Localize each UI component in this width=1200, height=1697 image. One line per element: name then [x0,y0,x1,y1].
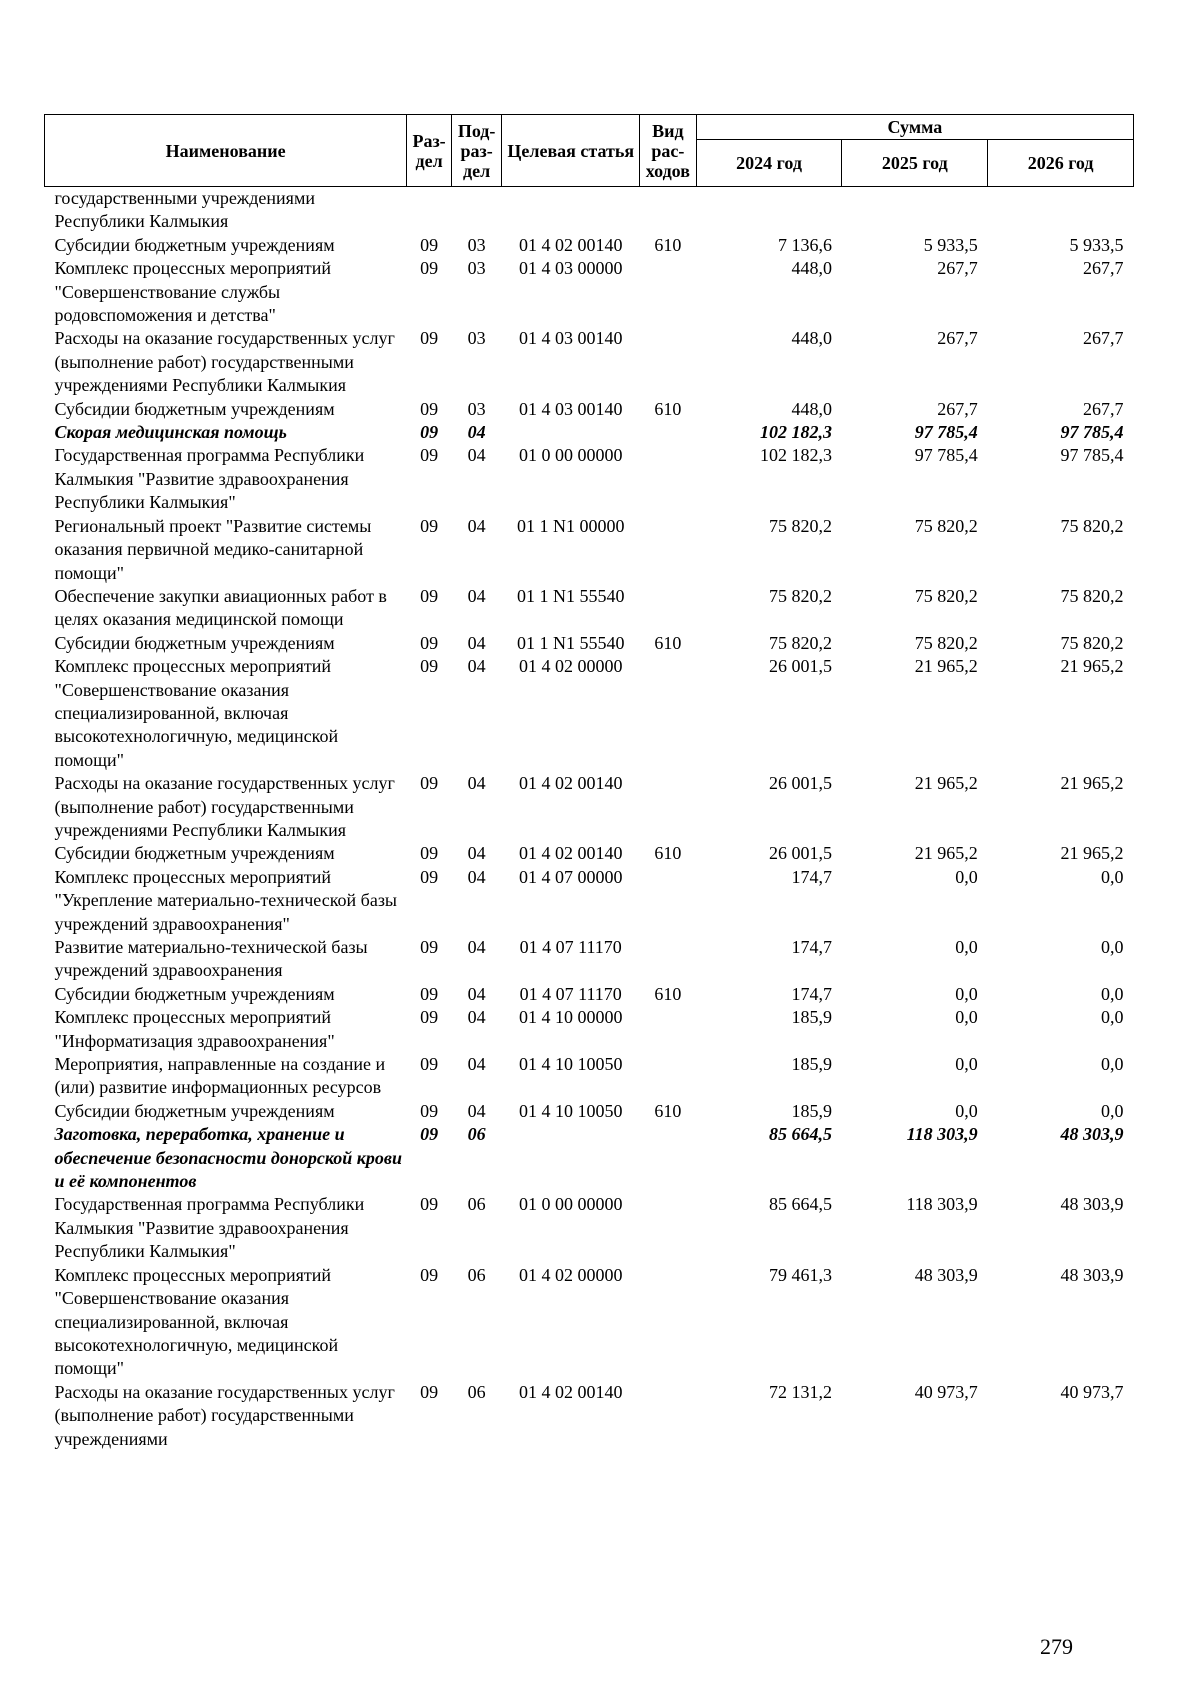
row-podrazdel: 03 [467,234,486,255]
row-razdel: 09 [420,515,439,536]
row-name: государственными учреждениями Республики Калмыкия [54,188,315,232]
row-razdel: 09 [420,585,439,606]
row-amount-2024: 185,9 [791,1007,832,1028]
row-podrazdel: 04 [467,632,486,653]
row-vid: 610 [654,1100,682,1121]
row-celevaya [502,187,640,234]
table-row [45,187,1134,234]
row-celevaya: 01 4 07 00000 [518,866,623,887]
table-row [45,515,1134,585]
row-amount-2026: 75 820,2 [1060,515,1124,536]
row-name: Обеспечение закупки авиационных работ в целях оказания медицинской помощи [54,585,387,630]
row-razdel: 09 [420,773,439,794]
row-name: Региональный проект "Развитие системы оказания первичной медико-санитарной помощи" [54,515,372,583]
row-amount-2024: 174,7 [791,866,832,887]
row-celevaya: 01 4 03 00000 [518,258,623,279]
row-celevaya: 01 1 N1 55540 [516,632,625,653]
page-number: 279 [1040,1634,1073,1659]
row-vid [640,1123,697,1193]
table-row [45,632,1134,655]
row-amount-2026: 0,0 [1101,937,1124,957]
header-razdel: Раз-дел [407,115,452,187]
row-podrazdel: 04 [467,1100,486,1121]
row-razdel: 09 [420,1054,439,1075]
row-name: Государственная программа Республики Калмыкия "Развитие здравоохранения Республики Калмыкия" [54,1194,365,1262]
row-podrazdel: 04 [467,843,486,864]
row-celevaya: 01 4 02 00000 [518,656,623,677]
row-amount-2025: 118 303,9 [906,1194,978,1215]
row-vid [640,866,697,936]
row-razdel: 09 [420,1124,439,1145]
row-amount-2024: 79 461,3 [768,1264,832,1285]
row-amount-2026: 0,0 [1101,1054,1124,1075]
row-amount-2025: 0,0 [955,1054,978,1075]
row-vid: 610 [654,843,682,864]
row-amount-2025: 0,0 [955,1007,978,1028]
row-podrazdel [451,187,502,234]
row-podrazdel: 04 [467,773,486,794]
row-amount-2025: 97 785,4 [914,445,978,466]
table-row [45,234,1134,257]
row-razdel: 09 [420,656,439,677]
row-vid [640,1193,697,1263]
row-razdel: 09 [420,866,439,887]
row-amount-2025: 118 303,9 [906,1124,978,1145]
row-razdel: 09 [420,937,439,957]
row-amount-2024: 448,0 [791,328,832,349]
row-amount-2026: 21 965,2 [1060,773,1124,794]
table-row [45,1193,1134,1263]
row-amount-2025: 0,0 [955,937,978,957]
row-name: Расходы на оказание государственных услуг (выполнение работ) государственными учреждениями [54,1381,395,1449]
row-podrazdel: 06 [467,1381,486,1402]
row-vid [640,257,697,327]
row-amount-2026: 267,7 [1083,258,1124,279]
row-podrazdel: 04 [467,866,486,887]
row-celevaya: 01 4 03 00140 [518,328,623,349]
row-podrazdel: 04 [467,422,486,443]
row-podrazdel: 04 [467,1007,486,1028]
row-razdel: 09 [420,1194,439,1215]
row-vid: 610 [654,983,682,1004]
row-amount-2026: 0,0 [1101,983,1124,1004]
row-amount-2026: 48 303,9 [1060,1264,1124,1285]
row-name: Развитие материально-технической базы учреждений здравоохранения [54,937,368,981]
row-vid [640,772,697,842]
row-podrazdel: 03 [467,398,486,419]
row-amount-2025: 48 303,9 [914,1264,978,1285]
row-amount-2026: 97 785,4 [1060,422,1124,443]
table-body [45,187,1134,1451]
row-amount-2026: 48 303,9 [1060,1194,1124,1215]
header-year-2025: 2025 год [842,140,988,187]
row-celevaya: 01 4 02 00000 [518,1264,623,1285]
header-vid: Вид рас-ходов [640,115,697,187]
row-vid [640,936,697,983]
row-amount-2026: 48 303,9 [1060,1124,1124,1145]
row-vid: 610 [654,398,682,419]
row-razdel: 09 [420,632,439,653]
row-amount-2025: 21 965,2 [914,843,978,864]
row-celevaya: 01 0 00 00000 [518,445,623,466]
row-celevaya: 01 4 07 11170 [519,983,622,1004]
row-celevaya: 01 1 N1 55540 [516,585,625,606]
row-celevaya [502,1123,640,1193]
row-amount-2024: 448,0 [791,258,832,279]
header-name: Наименование [45,115,407,187]
row-amount-2024: 7 136,6 [777,234,832,255]
row-celevaya: 01 1 N1 00000 [516,515,625,536]
row-amount-2024: 174,7 [791,937,832,957]
row-name: Субсидии бюджетным учреждениям [54,234,335,255]
row-amount-2025: 75 820,2 [914,515,978,536]
row-vid [640,1053,697,1100]
row-amount-2025: 0,0 [955,866,978,887]
row-amount-2026: 75 820,2 [1060,632,1124,653]
table-header [45,115,1134,187]
row-name: Скорая медицинская помощь [54,422,287,443]
row-amount-2024: 102 182,3 [759,422,832,443]
row-amount-2025: 5 933,5 [923,234,978,255]
row-amount-2025: 40 973,7 [914,1381,978,1402]
row-podrazdel: 06 [467,1124,486,1145]
row-amount-2025: 97 785,4 [914,422,978,443]
table-row [45,772,1134,842]
header-year-2026: 2026 год [988,140,1134,187]
row-amount-2026: 267,7 [1083,398,1124,419]
table-row [45,866,1134,936]
row-name: Субсидии бюджетным учреждениям [54,1100,335,1121]
row-amount-2026: 5 933,5 [1069,234,1124,255]
row-podrazdel: 06 [467,1194,486,1215]
row-amount-2024: 85 664,5 [768,1124,832,1145]
row-celevaya: 01 4 02 00140 [518,773,623,794]
header-year-2024: 2024 год [696,140,842,187]
row-razdel: 09 [420,983,439,1004]
row-celevaya: 01 4 10 10050 [518,1054,623,1075]
header-summa: Сумма [696,115,1133,140]
row-amount-2026: 40 973,7 [1060,1381,1124,1402]
row-amount-2025: 75 820,2 [914,632,978,653]
row-celevaya: 01 4 10 00000 [518,1007,623,1028]
row-razdel: 09 [420,398,439,419]
row-podrazdel: 03 [467,328,486,349]
row-amount-2024: 26 001,5 [768,773,832,794]
row-name: Государственная программа Республики Калмыкия "Развитие здравоохранения Республики Калмыкия" [54,445,365,513]
row-amount-2026: 0,0 [1101,1100,1124,1121]
row-name: Субсидии бюджетным учреждениям [54,843,335,864]
row-celevaya: 01 4 02 00140 [518,843,623,864]
row-amount-2024: 75 820,2 [768,632,832,653]
row-amount-2025: 75 820,2 [914,585,978,606]
row-celevaya: 01 4 10 10050 [518,1100,623,1121]
row-amount-2026: 21 965,2 [1060,656,1124,677]
row-name: Комплекс процессных мероприятий "Совершенствование оказания специализированной, включая высокотехнологичную, медицинской помощи" [54,1264,339,1379]
row-celevaya: 01 4 03 00140 [518,398,623,419]
row-podrazdel: 04 [467,656,486,677]
row-razdel: 09 [420,1381,439,1402]
row-amount-2024: 72 131,2 [768,1381,832,1402]
row-amount-2024: 102 182,3 [759,445,832,466]
row-amount-2025: 267,7 [937,258,978,279]
row-razdel: 09 [420,422,439,443]
row-razdel: 09 [420,843,439,864]
row-amount-2025: 21 965,2 [914,656,978,677]
row-amount-2024: 174,7 [791,983,832,1004]
row-celevaya [502,421,640,444]
section-row [45,1123,1134,1193]
row-podrazdel: 04 [467,445,486,466]
table-row [45,983,1134,1006]
table-row [45,398,1134,421]
table-row [45,1006,1134,1053]
row-amount-2024: 448,0 [791,398,832,419]
section-row [45,421,1134,444]
table-row [45,936,1134,983]
row-vid [640,187,697,234]
row-name: Комплекс процессных мероприятий "Совершенствование службы родовспоможения и детства" [54,258,332,326]
row-vid [640,1006,697,1053]
row-amount-2025: 21 965,2 [914,773,978,794]
table-row [45,1264,1134,1381]
row-name: Субсидии бюджетным учреждениям [54,983,335,1004]
row-razdel: 09 [420,445,439,466]
row-name: Расходы на оказание государственных услуг (выполнение работ) государственными учреждениями Республики Калмыкия [54,328,395,396]
row-name: Комплекс процессных мероприятий "Укрепление материально-технической базы учреждений здравоохранения" [54,866,398,934]
row-razdel: 09 [420,1100,439,1121]
row-vid [640,327,697,397]
row-amount-2024: 75 820,2 [768,515,832,536]
row-celevaya: 01 0 00 00000 [518,1194,623,1215]
header-podrazdel: Под-раз-дел [451,115,502,187]
row-amount-2026: 267,7 [1083,328,1124,349]
row-name: Расходы на оказание государственных услуг (выполнение работ) государственными учреждениями Республики Калмыкия [54,773,395,840]
row-amount-2026: 75 820,2 [1060,585,1124,606]
header-celevaya: Целевая статья [502,115,640,187]
row-vid [640,515,697,585]
table-row [45,1381,1134,1451]
row-razdel [407,187,452,234]
row-amount-2024: 85 664,5 [768,1194,832,1215]
row-vid: 610 [654,632,682,653]
row-podrazdel: 04 [467,515,486,536]
row-razdel: 09 [420,328,439,349]
budget-table [44,114,1134,1451]
row-amount-2025 [842,187,988,234]
table-row [45,257,1134,327]
row-podrazdel: 04 [467,983,486,1004]
row-celevaya: 01 4 07 11170 [519,937,622,957]
table-row [45,444,1134,514]
row-vid [640,444,697,514]
row-celevaya: 01 4 02 00140 [518,234,623,255]
row-vid [640,421,697,444]
row-amount-2025: 267,7 [937,398,978,419]
table-row [45,842,1134,865]
row-amount-2025: 0,0 [955,1100,978,1121]
row-amount-2026: 0,0 [1101,866,1124,887]
row-vid [640,1381,697,1451]
row-amount-2024: 185,9 [791,1054,832,1075]
row-razdel: 09 [420,258,439,279]
row-name: Субсидии бюджетным учреждениям [54,398,335,419]
row-amount-2024: 26 001,5 [768,843,832,864]
row-amount-2024 [696,187,842,234]
row-amount-2025: 0,0 [955,983,978,1004]
table-row [45,655,1134,772]
table-row [45,327,1134,397]
row-podrazdel: 04 [467,585,486,606]
row-vid: 610 [654,234,682,255]
row-razdel: 09 [420,234,439,255]
row-name: Мероприятия, направленные на создание и (или) развитие информационных ресурсов [54,1054,386,1098]
row-amount-2026: 97 785,4 [1060,445,1124,466]
row-celevaya: 01 4 02 00140 [518,1381,623,1402]
row-name: Заготовка, переработка, хранение и обеспечение безопасности донорской крови и её компонентов [54,1124,402,1192]
table-row [45,1100,1134,1123]
row-razdel: 09 [420,1264,439,1285]
row-razdel: 09 [420,1007,439,1028]
row-name: Субсидии бюджетным учреждениям [54,632,335,653]
row-amount-2026: 21 965,2 [1060,843,1124,864]
row-podrazdel: 04 [467,937,486,957]
row-amount-2026 [988,187,1134,234]
row-name: Комплекс процессных мероприятий "Совершенствование оказания специализированной, включая высокотехнологичную, медицинской помощи" [54,656,339,770]
row-amount-2024: 26 001,5 [768,656,832,677]
row-name: Комплекс процессных мероприятий "Информатизация здравоохранения" [54,1007,335,1051]
row-amount-2024: 75 820,2 [768,585,832,606]
row-podrazdel: 04 [467,1054,486,1075]
row-podrazdel: 06 [467,1264,486,1285]
row-vid [640,585,697,632]
row-podrazdel: 03 [467,258,486,279]
table-row [45,585,1134,632]
row-amount-2026: 0,0 [1101,1007,1124,1028]
row-vid [640,655,697,772]
row-amount-2024: 185,9 [791,1100,832,1121]
row-amount-2025: 267,7 [937,328,978,349]
row-vid [640,1264,697,1381]
table-row [45,1053,1134,1100]
